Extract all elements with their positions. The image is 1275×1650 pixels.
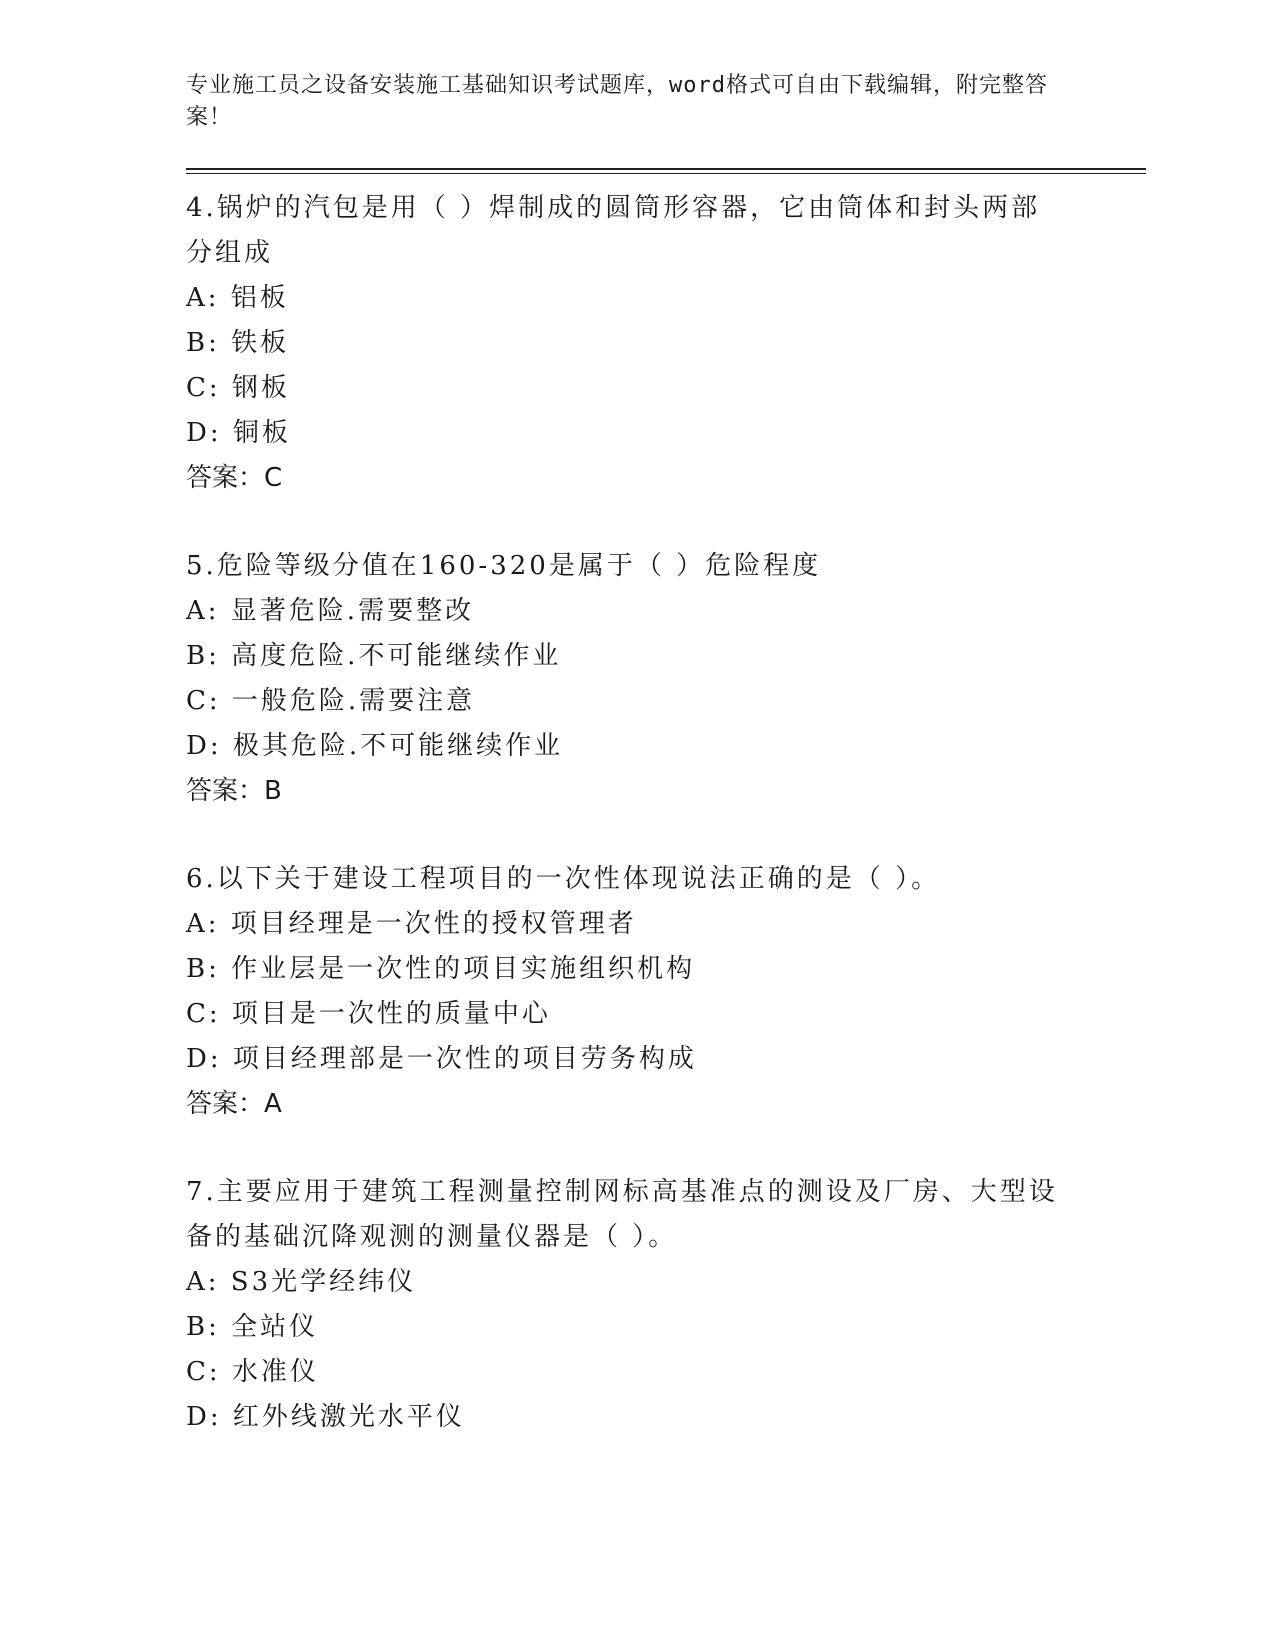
option-a: A: 项目经理是一次性的授权管理者: [186, 909, 637, 939]
option-c: C: 钢板: [186, 373, 290, 403]
option-c: C: 一般危险.需要注意: [186, 686, 476, 716]
question-text: 7.主要应用于建筑工程测量控制网标高基准点的测设及厂房、大型设备的基础沉降观测的测量仪器是（ ）。: [186, 1177, 1058, 1252]
question-5: [186, 544, 1146, 814]
option-d: D: 红外线激光水平仪: [186, 1402, 465, 1432]
question-list: [186, 186, 1146, 1440]
option-d: D: 项目经理部是一次性的项目劳务构成: [186, 1044, 697, 1074]
option-a: A: 铝板: [186, 283, 289, 313]
answer-label: 答案：: [186, 1089, 265, 1119]
answer-line: [186, 456, 1146, 501]
question-6: [186, 857, 1146, 1127]
answer-value: C: [264, 463, 283, 493]
option-b: B: 作业层是一次性的项目实施组织机构: [186, 954, 696, 984]
question-text: 6.以下关于建设工程项目的一次性体现说法正确的是（ ）。: [186, 864, 941, 894]
answer-label: 答案：: [186, 463, 265, 493]
option-d: D: 铜板: [186, 418, 291, 448]
answer-value: A: [264, 1089, 282, 1119]
option-a: A: 显著危险.需要整改: [186, 596, 475, 626]
option-c: C: 项目是一次性的质量中心: [186, 999, 551, 1029]
option-b: B: 全站仪: [186, 1312, 319, 1342]
option-c: C: 水准仪: [186, 1357, 319, 1387]
option-d: D: 极其危险.不可能继续作业: [186, 731, 564, 761]
answer-line: [186, 1082, 1146, 1127]
answer-value: B: [264, 776, 282, 806]
question-text: 4.锅炉的汽包是用（ ）焊制成的圆筒形容器，它由筒体和封头两部分组成: [186, 193, 1041, 268]
header-divider: [186, 168, 1146, 174]
answer-label: 答案：: [186, 776, 265, 806]
question-text: 5.危险等级分值在160-320是属于（ ）危险程度: [186, 551, 822, 581]
option-b: B: 铁板: [186, 328, 290, 358]
option-a: A: S3光学经纬仪: [186, 1267, 417, 1297]
document-page: [186, 70, 1146, 1483]
option-b: B: 高度危险.不可能继续作业: [186, 641, 562, 671]
question-4: [186, 186, 1146, 501]
answer-line: [186, 769, 1146, 814]
document-header: 专业施工员之设备安装施工基础知识考试题库，word格式可自由下载编辑，附完整答案！: [186, 73, 1048, 130]
question-7: [186, 1170, 1146, 1440]
